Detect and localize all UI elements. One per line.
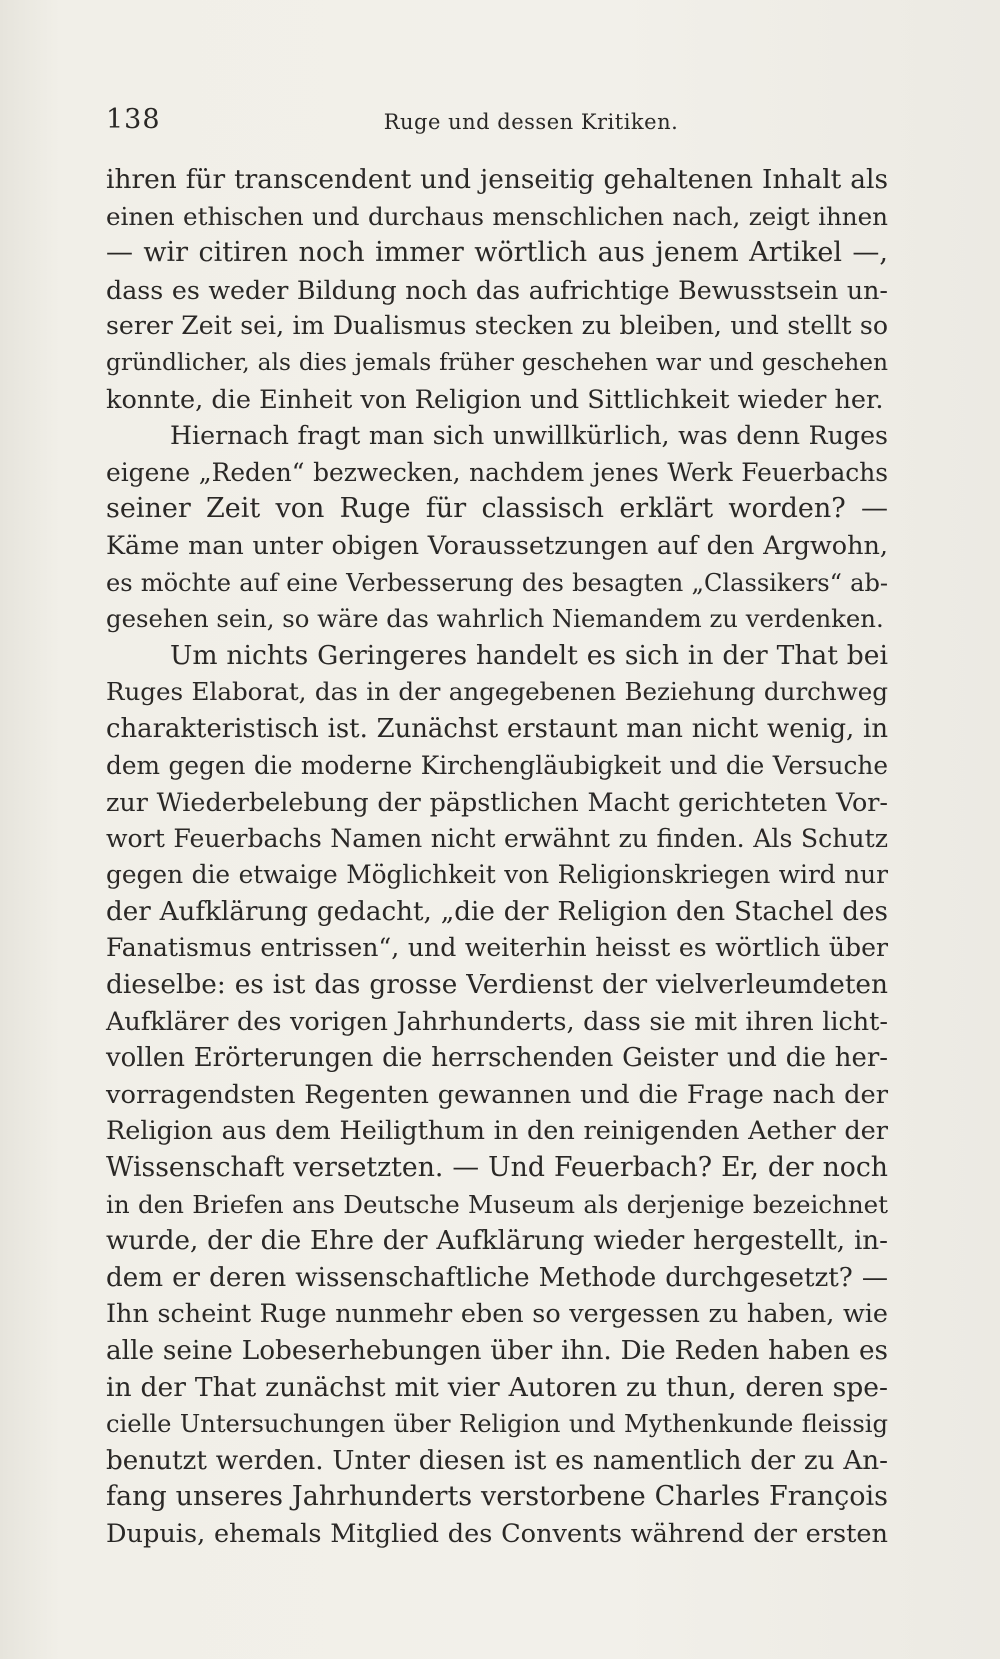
text-line: wort Feuerbachs Namen nicht erwähnt zu finden. Als Schutz: [106, 823, 888, 853]
text-line: — wir citiren noch immer wörtlich aus jenem Artikel —,: [106, 237, 888, 269]
text-line: ihren für transcendent und jenseitig gehaltenen Inhalt als: [106, 164, 888, 195]
text-line: seiner Zeit von Ruge für classisch erklärt worden? —: [106, 493, 888, 525]
text-line: Religion aus dem Heiligthum in den reinigenden Aether der: [106, 1116, 888, 1147]
text-line: vorragendsten Regenten gewannen und die Frage nach der: [106, 1079, 888, 1110]
text-line: Dupuis, ehemals Mitglied des Convents während der ersten: [106, 1518, 888, 1549]
text-line: alle seine Lobeserhebungen über ihn. Die Reden haben es: [106, 1336, 888, 1366]
text-line: benutzt werden. Unter diesen ist es namentlich der zu An-: [106, 1445, 888, 1476]
text-line: Fanatismus entrissen“, und weiterhin heisst es wörtlich über: [106, 933, 888, 963]
text-line: Käme man unter obigen Voraussetzungen auf den Argwohn,: [106, 530, 888, 561]
text-line: wurde, der die Ehre der Aufklärung wieder hergestellt, in-: [106, 1226, 888, 1257]
text-line: Ruges Elaborat, das in der angegebenen Beziehung durchweg: [106, 677, 888, 707]
text-line: Hiernach fragt man sich unwillkürlich, was denn Ruges: [170, 421, 888, 451]
text-line: Um nichts Geringeres handelt es sich in der That bei: [170, 639, 888, 671]
text-line: Wissenschaft versetzten. — Und Feuerbach? Er, der noch: [106, 1152, 888, 1184]
text-line: vollen Erörterungen die herrschenden Geister und die her-: [106, 1043, 888, 1074]
text-line: gesehen sein, so wäre das wahrlich Niemandem zu verdenken.: [106, 604, 884, 634]
running-head: Ruge und dessen Kritiken.: [383, 110, 679, 134]
text-line: charakteristisch ist. Zunächst erstaunt man nicht wenig, in: [106, 713, 888, 744]
text-line: der Aufklärung gedacht, „die der Religion den Stachel des: [106, 896, 888, 927]
text-line: dem gegen die moderne Kirchengläubigkeit und die Versuche: [106, 750, 888, 780]
text-line: es möchte auf eine Verbesserung des besagten „Classikers“ ab-: [106, 568, 888, 597]
text-line: serer Zeit sei, im Dualismus stecken zu bleiben, und stellt so: [106, 311, 888, 341]
text-line: cielle Untersuchungen über Religion und Mythenkunde fleissig: [106, 1410, 888, 1439]
body-text: [106, 162, 888, 1553]
text-line: gründlicher, als dies jemals früher geschehen war und geschehen: [106, 348, 888, 376]
text-line: in den Briefen ans Deutsche Museum als derjenige bezeichnet: [106, 1189, 888, 1219]
text-line: Aufklärer des vorigen Jahrhunderts, dass sie mit ihren licht-: [106, 1006, 888, 1037]
text-line: einen ethischen und durchaus menschlichen nach, zeigt ihnen: [106, 201, 888, 231]
text-line: fang unseres Jahrhunderts verstorbene Charles François: [106, 1481, 888, 1513]
text-line: zur Wiederbelebung der päpstlichen Macht gerichteten Vor-: [106, 787, 888, 818]
page-header: [106, 104, 886, 140]
text-line: dem er deren wissenschaftliche Methode durchgesetzt? —: [106, 1262, 888, 1293]
text-line: gegen die etwaige Möglichkeit von Religionskriegen wird nur: [106, 860, 888, 890]
text-line: Ihn scheint Ruge nunmehr eben so vergessen zu haben, wie: [106, 1299, 888, 1330]
text-line: dieselbe: es ist das grosse Verdienst der vielverleumdeten: [106, 970, 888, 1001]
text-line: in der That zunächst mit vier Autoren zu thun, deren spe-: [106, 1371, 888, 1403]
text-line: dass es weder Bildung noch das aufrichtige Bewusstsein un-: [106, 274, 888, 305]
text-line: eigene „Reden“ bezwecken, nachdem jenes Werk Feuerbachs: [106, 457, 888, 487]
text-line: konnte, die Einheit von Religion und Sittlichkeit wieder her.: [106, 384, 884, 415]
page-number: 138: [106, 104, 161, 135]
